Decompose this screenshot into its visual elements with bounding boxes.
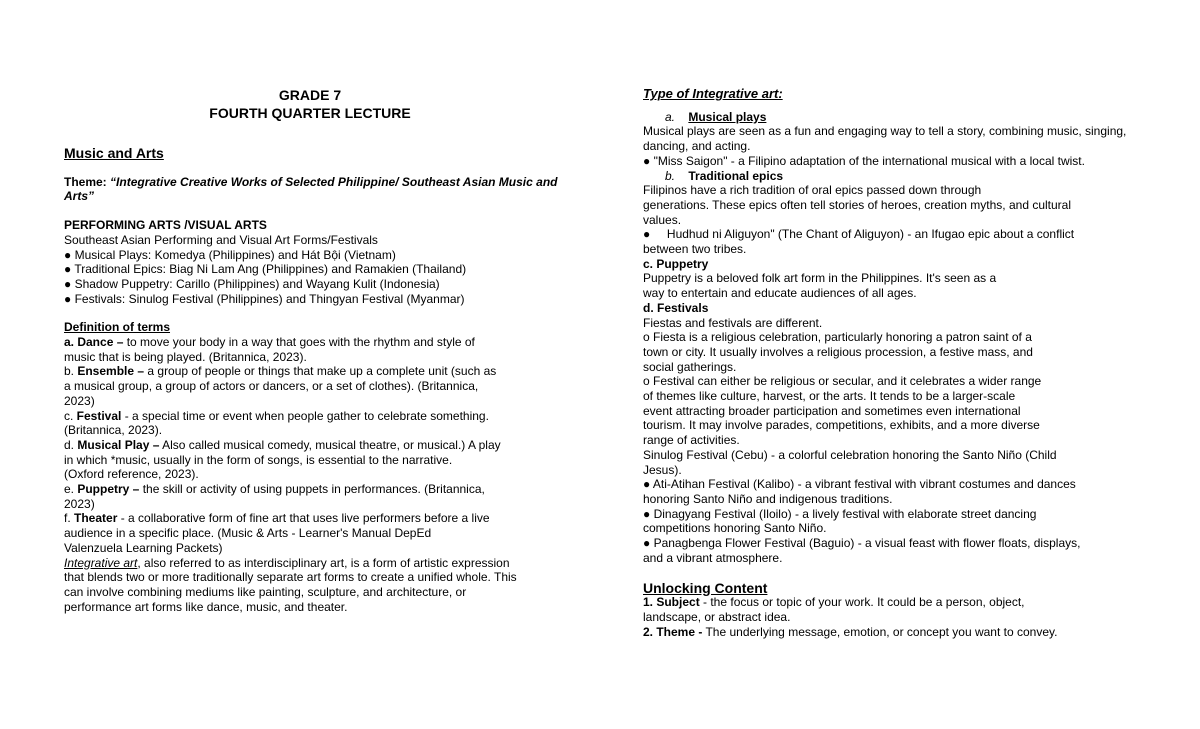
text-line: ● Panagbenga Flower Festival (Baguio) - a visual feast with flower floats, displays, — [643, 536, 1081, 551]
def-text-line: 2023) — [64, 393, 95, 408]
def-prefix: a. — [64, 335, 78, 350]
def-text: the skill or activity of using puppets in performances. (Britannica, — [139, 482, 485, 497]
text-line: o Fiesta is a religious celebration, particularly honoring a patron saint of a — [643, 330, 1032, 345]
text-line: ● Dinagyang Festival (Iloilo) - a lively festival with elaborate street dancing — [643, 506, 1037, 521]
def-prefix: f. — [64, 511, 75, 526]
quarter-title: FOURTH QUARTER LECTURE — [209, 105, 411, 121]
def-puppetry — [64, 482, 564, 497]
def-ensemble — [64, 364, 564, 379]
term: 2. Theme - — [643, 624, 703, 639]
def-text-line: a musical group, a group of actors or dancers, or a set of clothes). (Britannica, — [64, 379, 479, 394]
def-text: to move your body in a way that goes with the rhythm and style of — [123, 335, 475, 350]
text-line: ● Ati-Atihan Festival (Kalibo) - a vibrant festival with vibrant costumes and dances — [643, 477, 1076, 492]
def-term: Puppetry – — [77, 482, 140, 497]
def-text-line: (Britannica, 2023). — [64, 423, 163, 438]
term: 1. Subject — [643, 595, 700, 610]
def-text: - a special time or event when people gather to celebrate something. — [121, 408, 489, 423]
def-integrative-art — [64, 556, 564, 571]
text-line: social gatherings. — [643, 359, 737, 374]
theme-text-1: “Integrative Creative Works of Selected Philippine/ Southeast Asian Music and — [110, 174, 558, 189]
type-c-heading: c. Puppetry — [643, 256, 709, 271]
text-line: Musical plays are seen as a fun and engaging way to tell a story, combining music, singing, — [643, 124, 1127, 139]
text-line: landscape, or abstract idea. — [643, 609, 791, 624]
text-line: of themes like culture, harvest, or the arts. It tends to be a larger-scale — [643, 389, 1016, 404]
def-term: Theater — [74, 511, 118, 526]
text-line: and a vibrant atmosphere. — [643, 550, 783, 565]
def-dance — [64, 335, 564, 350]
text-line: values. — [643, 212, 682, 227]
type-heading: Type of Integrative art: — [643, 86, 783, 101]
text-line: o Festival can either be religious or secular, and it celebrates a wider range — [643, 374, 1042, 389]
def-text: , also referred to as interdisciplinary art, is a form of artistic expression — [137, 555, 510, 570]
item-title: Traditional epics — [688, 168, 784, 183]
left-column — [64, 86, 564, 614]
example-text: Hudhud ni Aliguyon" (The Chant of Aliguyon) - an Ifugao epic about a conflict — [666, 227, 1075, 242]
text-line: Puppetry is a beloved folk art form in the Philippines. It's seen as a — [643, 271, 997, 286]
def-musical-play — [64, 438, 564, 453]
text-line: Sinulog Festival (Cebu) - a colorful celebration honoring the Santo Niño (Child — [643, 447, 1057, 462]
item-label: b. — [665, 168, 676, 183]
performing-heading: PERFORMING ARTS /VISUAL ARTS — [64, 218, 267, 233]
right-column — [643, 86, 1143, 639]
text-line: way to entertain and educate audiences of all ages. — [643, 286, 917, 301]
form-item: ● Shadow Puppetry: Carillo (Philippines) and Wayang Kulit (Indonesia) — [64, 276, 440, 291]
def-prefix: e. — [64, 482, 78, 497]
def-text-line: (Oxford reference, 2023). — [64, 467, 199, 482]
form-item: ● Traditional Epics: Biag Ni Lam Ang (Philippines) and Ramakien (Thailand) — [64, 262, 467, 277]
form-item: ● Festivals: Sinulog Festival (Philippines) and Thingyan Festival (Myanmar) — [64, 291, 465, 306]
def-text-line: audience in a specific place. (Music & Arts - Learner's Manual DepEd — [64, 526, 432, 541]
text-line: tourism. It may involve parades, competitions, exhibits, and a more diverse — [643, 418, 1040, 433]
def-text-line: 2023) — [64, 496, 95, 511]
def-term: Integrative art — [64, 555, 138, 570]
theme-line-1 — [64, 175, 564, 190]
text-line: town or city. It usually involves a religious procession, a festive mass, and — [643, 344, 1033, 359]
text-line: dancing, and acting. — [643, 139, 751, 154]
text-line: generations. These epics often tell stories of heroes, creation myths, and cultural — [643, 197, 1072, 212]
def-text: Also called musical comedy, musical theatre, or musical.) A play — [159, 437, 501, 452]
def-prefix: c. — [64, 408, 77, 423]
text-line: Jesus). — [643, 462, 682, 477]
unlocking-heading: Unlocking Content — [643, 579, 768, 596]
def-term: Dance – — [77, 335, 124, 350]
item-label: a. — [665, 109, 676, 124]
bullet-icon: ● — [643, 227, 651, 242]
definitions-heading: Definition of terms — [64, 320, 171, 335]
text-line: event attracting broader participation and sometimes even international — [643, 403, 1021, 418]
type-d-heading: d. Festivals — [643, 300, 709, 315]
unlocking-subject — [643, 595, 1143, 610]
def-term: Musical Play – — [77, 437, 160, 452]
term-text: - the focus or topic of your work. It could be a person, object, — [699, 595, 1025, 610]
term-text: The underlying message, emotion, or concept you want to convey. — [702, 624, 1058, 639]
def-text-line: that blends two or more traditionally separate art forms to create a unified whole. This — [64, 570, 517, 585]
type-b-heading — [643, 169, 1143, 184]
def-prefix: d. — [64, 437, 78, 452]
def-festival — [64, 409, 564, 424]
type-a-heading — [643, 110, 1143, 125]
forms-intro: Southeast Asian Performing and Visual Art Forms/Festivals — [64, 232, 378, 247]
text-line: competitions honoring Santo Niño. — [643, 521, 827, 536]
text-line: honoring Santo Niño and indigenous traditions. — [643, 491, 893, 506]
def-text-line: performance art forms like dance, music, and theater. — [64, 599, 348, 614]
def-text: a group of people or things that make up a complete unit (such as — [144, 364, 497, 379]
unlocking-theme — [643, 625, 1143, 640]
text-line: ● "Miss Saigon" - a Filipino adaptation of the international musical with a local twist. — [643, 153, 1085, 168]
def-prefix: b. — [64, 364, 78, 379]
theme-label: Theme: — [64, 174, 107, 189]
def-term: Ensemble – — [77, 364, 145, 379]
grade-title: GRADE 7 — [278, 87, 342, 103]
item-title: Musical plays — [688, 109, 767, 124]
text-line: Filipinos have a rich tradition of oral epics passed down through — [643, 183, 982, 198]
text-line: range of activities. — [643, 433, 740, 448]
def-theater — [64, 511, 564, 526]
theme-line-2: Arts” — [64, 189, 95, 204]
def-term: Festival — [76, 408, 122, 423]
def-text: - a collaborative form of fine art that uses live performers before a live — [117, 511, 490, 526]
def-text-line: can involve combining mediums like painting, sculpture, and architecture, or — [64, 584, 467, 599]
def-text-line: in which *music, usually in the form of songs, is essential to the narrative. — [64, 452, 453, 467]
form-item: ● Musical Plays: Komedya (Philippines) and Hát Bội (Vietnam) — [64, 247, 396, 262]
text-line: Fiestas and festivals are different. — [643, 315, 823, 330]
text-line — [643, 227, 1143, 242]
def-text-line: Valenzuela Learning Packets) — [64, 540, 223, 555]
text-line: between two tribes. — [643, 242, 747, 257]
def-text-line: music that is being played. (Britannica, 2023). — [64, 349, 307, 364]
subject-heading: Music and Arts — [64, 145, 164, 161]
